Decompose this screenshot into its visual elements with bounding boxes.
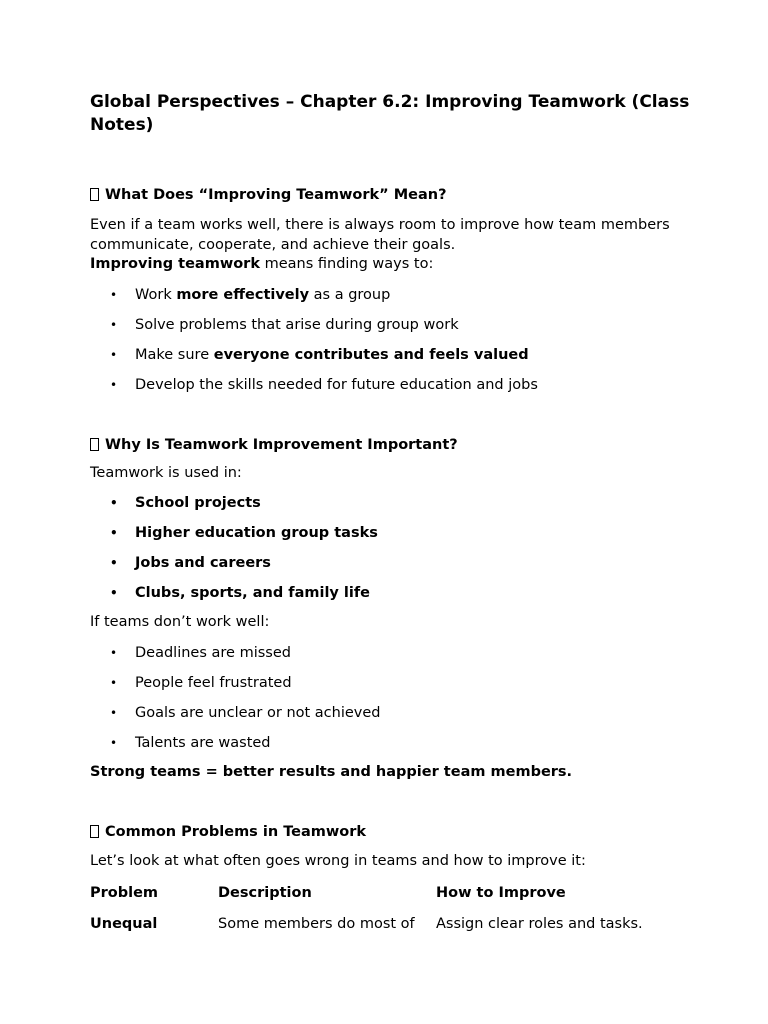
problems-intro: Let’s look at what often goes wrong in teams and how to improve it: [90, 853, 586, 869]
square-emoji-icon [90, 825, 99, 838]
list-item: • Talents are wasted [90, 733, 690, 753]
list-item: • Clubs, sports, and family life [90, 583, 690, 603]
section-heading-meaning [90, 185, 690, 205]
meaning-list [90, 285, 690, 395]
list-item: • Make sure everyone contributes and feels valued [90, 345, 690, 365]
list-item: • Develop the skills needed for future education and jobs [90, 375, 690, 395]
not-well-label: If teams don’t work well: [90, 614, 270, 630]
column-header: Problem [90, 884, 159, 901]
list-item: • School projects [90, 493, 690, 513]
section-intro: Even if a team works well, there is always room to improve how team members communicate, cooperate, and achieve their goals. [90, 217, 670, 253]
table-row [90, 914, 676, 934]
not-well-list [90, 643, 690, 753]
list-item: • People feel frustrated [90, 673, 690, 693]
list-item: • Solve problems that arise during group work [90, 315, 690, 335]
table-cell: Assign clear roles and tasks. [436, 915, 643, 932]
page-title: Global Perspectives – Chapter 6.2: Improving Teamwork (Class Notes) [90, 92, 690, 135]
section-intro-definition [90, 255, 690, 275]
table-cell: Some members do most of [218, 915, 415, 932]
document-page [90, 91, 690, 934]
section-heading-text: Common Problems in Teamwork [105, 824, 367, 840]
section-heading-importance [90, 435, 690, 455]
table-header-row [90, 883, 676, 914]
used-in-list [90, 493, 690, 603]
list-item: • Work more effectively as a group [90, 285, 690, 305]
definition-term: Improving teamwork [90, 256, 260, 272]
problems-table [90, 883, 676, 934]
section-heading-problems [90, 822, 690, 842]
conclusion-text: Strong teams = better results and happier team members. [90, 763, 573, 780]
table-cell: Unequal [90, 915, 158, 932]
list-item: • Higher education group tasks [90, 523, 690, 543]
section-heading-text: Why Is Teamwork Improvement Important? [105, 436, 458, 453]
list-item: • Deadlines are missed [90, 643, 690, 663]
definition-rest: means finding ways to: [259, 256, 434, 272]
column-header: Description [218, 884, 312, 901]
column-header: How to Improve [436, 884, 566, 901]
list-item: • Goals are unclear or not achieved [90, 703, 690, 723]
square-emoji-icon [90, 438, 99, 451]
square-emoji-icon [90, 188, 99, 201]
section-heading-text: What Does “Improving Teamwork” Mean? [105, 187, 447, 203]
used-in-label: Teamwork is used in: [90, 464, 242, 481]
list-item: • Jobs and careers [90, 553, 690, 573]
